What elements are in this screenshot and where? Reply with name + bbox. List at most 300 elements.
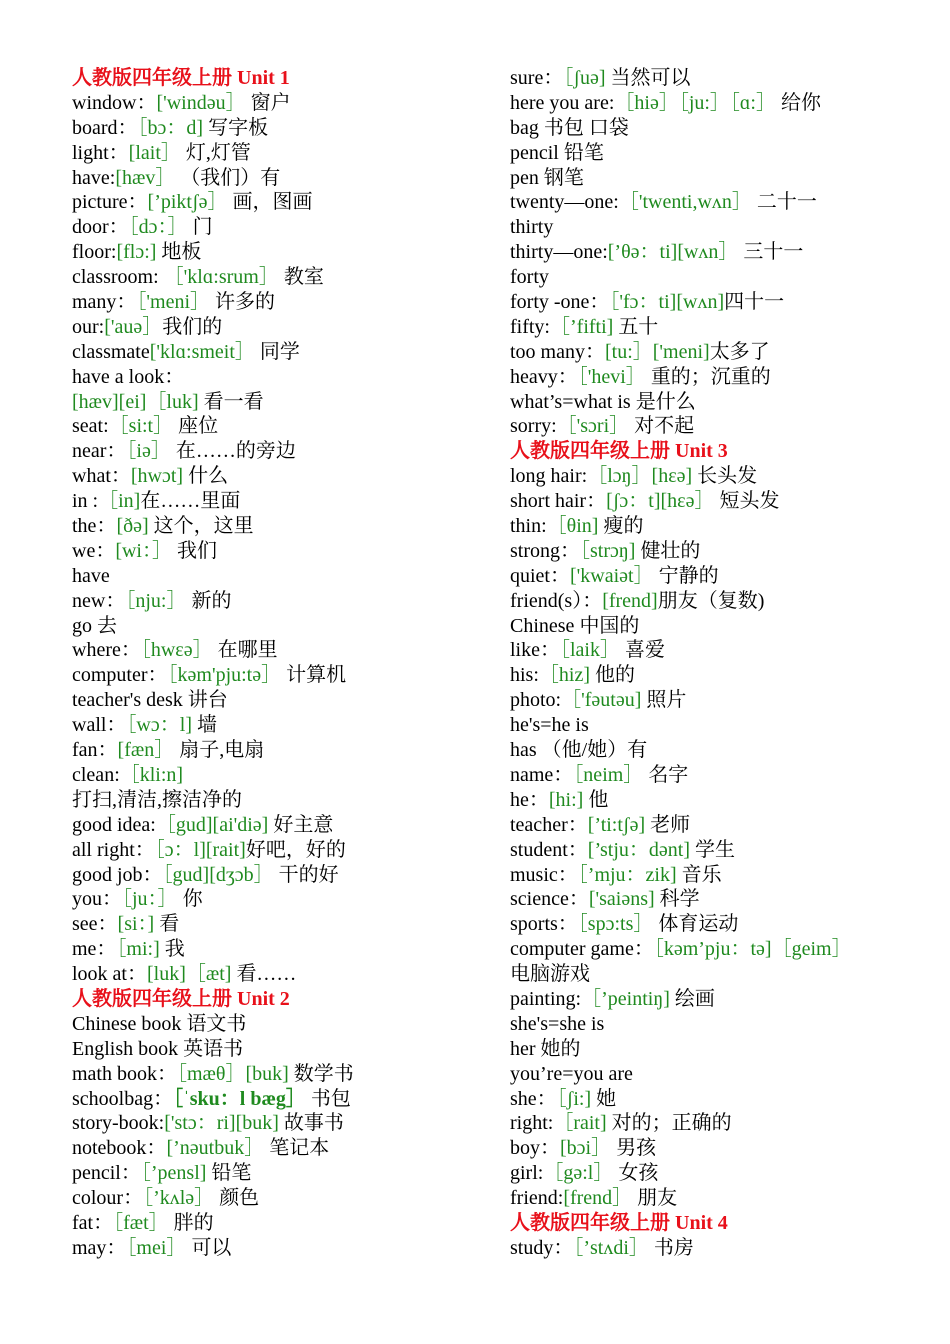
entry-meaning: 瘦的 [598, 515, 644, 538]
entry-word: you’re=you are [510, 1062, 633, 1085]
entry-phonetic: ［ʃuə] [563, 67, 606, 89]
entry-word: boy： [510, 1137, 560, 1160]
entry-word: quiet： [510, 564, 570, 587]
vocab-entry [72, 414, 492, 439]
entry-meaning: 三十一 [738, 241, 804, 264]
entry-word: board： [72, 116, 138, 139]
entry-word: window： [72, 91, 157, 114]
entry-phonetic: [’piktʃə］ [147, 191, 228, 214]
entry-phonetic: ［fæt］ [113, 1211, 169, 1234]
vocab-entry [72, 937, 492, 962]
entry-meaning: 书包 口袋 [538, 116, 629, 139]
entry-word: classmate [72, 340, 150, 363]
entry-meaning: 朋友 [632, 1187, 678, 1210]
entry-word: his: [510, 664, 539, 687]
entry-meaning: 在哪里 [212, 639, 278, 662]
vocab-entry [510, 1012, 930, 1037]
vocab-entry [72, 116, 492, 141]
entry-word: light： [72, 141, 129, 164]
vocab-entry [72, 1012, 492, 1037]
entry-word: many： [72, 291, 137, 314]
entry-phonetic: [hi:] [548, 788, 584, 811]
vocab-entry [72, 688, 492, 713]
entry-phonetic: ［hwεə］ [140, 639, 213, 662]
vocab-entry [72, 514, 492, 539]
entry-phonetic: ［’mju：zik] [577, 863, 677, 886]
entry-word: he： [510, 788, 549, 811]
entry-meaning: 灯,灯管 [180, 141, 251, 164]
entry-meaning: 太多了 [709, 340, 770, 363]
vocab-entry [72, 564, 492, 589]
vocab-entry [510, 713, 930, 738]
entry-word: colour： [72, 1187, 144, 1210]
vocab-entry [510, 589, 930, 614]
vocab-entry [510, 663, 930, 688]
entry-word: near： [72, 440, 127, 463]
entry-word: girl: [510, 1162, 544, 1185]
entry-phonetic: ['kwaiət］ [570, 564, 654, 587]
entry-meaning: 科学 [654, 888, 700, 911]
entry-word: pencil [510, 141, 559, 164]
entry-word: sure： [510, 67, 564, 89]
vocab-entry [510, 315, 930, 340]
entry-meaning: 她的 [535, 1037, 581, 1060]
vocab-entry [72, 813, 492, 838]
entry-meaning: 英语书 [178, 1037, 244, 1060]
vocab-entry [510, 141, 930, 166]
entry-meaning: 看…… [231, 963, 297, 986]
entry-word: new： [72, 589, 126, 612]
entry-meaning: 打扫,清洁,擦洁净的 [72, 788, 242, 811]
vocab-entry [72, 1087, 492, 1112]
entry-meaning: 看 [154, 913, 180, 936]
vocab-entry [510, 190, 930, 215]
entry-meaning: 胖的 [168, 1211, 214, 1234]
entry-meaning: 对不起 [629, 415, 695, 438]
entry-meaning: 在……里面 [140, 490, 241, 513]
vocab-entry [72, 1236, 492, 1261]
entry-meaning: 宁静的 [653, 564, 719, 587]
entry-meaning: 当然可以 [605, 67, 691, 89]
vocab-entry [72, 788, 492, 813]
entry-phonetic: [tu:］['meni] [605, 340, 710, 363]
entry-phonetic: [ðə] [116, 515, 149, 538]
vocab-entry [72, 838, 492, 863]
vocab-entry [510, 763, 930, 788]
entry-phonetic: ［si:t］ [108, 415, 174, 438]
vocab-entry [510, 1136, 930, 1161]
entry-word: we： [72, 539, 116, 562]
entry-word: bag [510, 116, 539, 139]
entry-word: her [510, 1037, 536, 1060]
entry-word: what： [72, 465, 131, 488]
entry-word: see： [72, 913, 118, 936]
entry-meaning: 她 [591, 1087, 617, 1110]
entry-word: computer： [72, 664, 168, 687]
entry-phonetic: [lait］ [128, 141, 181, 164]
entry-phonetic: ［iə］ [126, 440, 171, 463]
vocab-entry [510, 813, 930, 838]
entry-phonetic: [bɔi］ [560, 1137, 612, 1160]
entry-phonetic: ［kəm’pju：tə]［geim］ [653, 938, 852, 961]
entry-meaning: 他的 [590, 664, 635, 687]
entry-word: story-book: [72, 1112, 165, 1135]
entry-word: what’s=what is [510, 390, 631, 413]
entry-phonetic: ［'fəutəu] [561, 689, 642, 712]
entry-word: teacher's desk [72, 689, 183, 712]
entry-phonetic: ['auə］ [104, 315, 163, 338]
entry-word: schoolbag： [72, 1087, 174, 1110]
vocab-entry [72, 215, 492, 240]
entry-phonetic: ［’kʌlə］ [143, 1187, 215, 1210]
entry-phonetic: [’nəutbuk］ [166, 1137, 265, 1160]
entry-word: forty -one： [510, 291, 610, 314]
entry-meaning: 长头发 [692, 465, 758, 488]
vocab-entry [510, 962, 930, 987]
vocab-entry [510, 340, 930, 365]
entry-phonetic: ［kəm'pju:tə］ [167, 664, 282, 687]
entry-word: friend: [510, 1187, 564, 1210]
entry-word: where： [72, 639, 141, 662]
entry-phonetic: ［'meni］ [136, 291, 211, 314]
entry-phonetic: ［mi:] [116, 938, 160, 961]
vocab-entry [72, 638, 492, 663]
vocab-entry [72, 1211, 492, 1236]
entry-meaning: 二十一 [751, 191, 817, 214]
entry-phonetic: ［ˈsku：l bæg］ [173, 1087, 306, 1110]
entry-meaning: 新的 [186, 589, 232, 612]
entry-word: fan： [72, 739, 118, 762]
entry-meaning: 重的；沉重的 [645, 365, 771, 388]
entry-phonetic: ［'hevi］ [577, 365, 646, 388]
vocab-entry [72, 738, 492, 763]
entry-word: study： [510, 1236, 574, 1259]
entry-word: may： [72, 1236, 127, 1259]
vocab-entry [72, 489, 492, 514]
vocab-entry [510, 539, 930, 564]
entry-word: sorry: [510, 415, 557, 438]
entry-phonetic: [hæv］ [115, 166, 176, 189]
entry-phonetic: ［mæθ］[buk] [177, 1062, 289, 1085]
vocab-entry [510, 489, 930, 514]
entry-meaning: 好吧，好的 [245, 838, 346, 861]
vocab-entry [510, 1186, 930, 1211]
entry-word: twenty—one: [510, 191, 619, 214]
entry-meaning: 门 [187, 216, 213, 239]
entry-meaning: 书包 [305, 1087, 351, 1110]
vocab-entry [510, 863, 930, 888]
entry-meaning: 健壮的 [635, 539, 701, 562]
entry-phonetic: ［laik］ [560, 639, 620, 662]
entry-meaning: 我 [159, 938, 185, 961]
entry-meaning: 喜爱 [620, 639, 665, 662]
vocab-entry [510, 564, 930, 589]
entry-word: here you are: [510, 91, 615, 114]
entry-phonetic: ［ju：］ [122, 888, 178, 911]
entry-meaning: 名字 [643, 763, 689, 786]
entry-phonetic: [’ti:tʃə] [587, 813, 646, 836]
entry-meaning: 你 [177, 888, 203, 911]
vocab-entry [510, 788, 930, 813]
entry-meaning: 短头发 [714, 490, 780, 513]
entry-phonetic: ［gud][dʒɔb］ [162, 863, 274, 886]
entry-phonetic: ［’peintiŋ] [581, 987, 670, 1010]
entry-word: pencil： [72, 1162, 141, 1185]
entry-word: sports： [510, 913, 578, 936]
entry-phonetic: ［'klɑ:srum］ [163, 266, 279, 289]
entry-phonetic: [si：] [117, 913, 155, 936]
entry-word: has [510, 739, 537, 762]
vocab-entry [72, 763, 492, 788]
vocab-entry [510, 1062, 930, 1087]
vocab-entry [72, 912, 492, 937]
entry-word: floor: [72, 241, 117, 264]
vocab-entry [510, 464, 930, 489]
entry-word: science： [510, 888, 589, 911]
entry-meaning: 颜色 [214, 1187, 260, 1210]
vocab-entry [510, 66, 930, 91]
vocab-entry [510, 215, 930, 240]
entry-phonetic: ['saiəns] [588, 888, 655, 911]
entry-meaning: 去 [92, 614, 117, 637]
vocab-entry [72, 265, 492, 290]
vocab-entry [510, 1087, 930, 1112]
vocab-entry [510, 265, 930, 290]
entry-meaning: 钢笔 [538, 166, 584, 189]
entry-meaning: 是什么 [630, 390, 696, 413]
vocab-entry [510, 614, 930, 639]
vocab-entry [510, 91, 930, 116]
entry-word: too many： [510, 340, 605, 363]
entry-phonetic: ［in] [98, 490, 141, 513]
entry-phonetic: ［’pensl] [140, 1162, 207, 1185]
entry-meaning: 绘画 [669, 987, 715, 1010]
entry-word: name： [510, 763, 574, 786]
entry-word: computer game： [510, 938, 654, 961]
entry-meaning: 可以 [186, 1236, 232, 1259]
entry-word: good job： [72, 863, 163, 886]
entry-meaning: 他 [583, 788, 609, 811]
entry-word: music： [510, 863, 578, 886]
vocab-entry [72, 141, 492, 166]
entry-phonetic: ［dɔ：］ [128, 216, 188, 239]
vocab-entry [72, 713, 492, 738]
entry-meaning: 给你 [775, 91, 821, 114]
vocab-entry [510, 1161, 930, 1186]
entry-word: have [72, 564, 110, 587]
entry-phonetic: ［’stʌdi］ [573, 1236, 649, 1259]
entry-meaning: （我们）有 [175, 166, 281, 189]
vocab-entry [72, 614, 492, 639]
vocab-entry [72, 962, 492, 987]
vocab-entry [72, 91, 492, 116]
entry-meaning: 写字板 [203, 116, 269, 139]
entry-word: long hair: [510, 465, 588, 488]
entry-phonetic: ［’fifti] [550, 315, 614, 338]
entry-meaning: 地板 [156, 241, 202, 264]
entry-phonetic: ［ʃi:] [556, 1087, 592, 1110]
entry-word: photo: [510, 689, 562, 712]
entry-meaning: 这个，这里 [148, 515, 254, 538]
entry-meaning: （他/她）有 [536, 739, 648, 762]
entry-meaning: 座位 [173, 415, 219, 438]
entry-meaning: 铅笔 [206, 1162, 252, 1185]
entry-phonetic: ［rait] [553, 1112, 607, 1135]
vocab-entry [72, 464, 492, 489]
left-column [72, 66, 492, 1261]
entry-meaning: 干的好 [273, 863, 339, 886]
entry-phonetic: ［'sɔri］ [556, 415, 630, 438]
unit-heading: 人教版四年级上册 Unit 1 [72, 67, 290, 89]
entry-word: in : [72, 490, 99, 513]
vocab-entry [72, 290, 492, 315]
entry-phonetic: ［nju:］ [125, 589, 187, 612]
entry-meaning: 什么 [183, 465, 229, 488]
entry-meaning: 朋友（复数) [657, 589, 765, 612]
entry-word: friend(s）： [510, 589, 603, 612]
entry-meaning: 我们 [172, 539, 217, 562]
entry-phonetic: ［kli:n] [119, 763, 184, 786]
vocab-entry [72, 887, 492, 912]
vocab-entry [72, 1186, 492, 1211]
entry-phonetic: ['klɑ:smeit］ [149, 340, 255, 363]
vocab-entry [72, 365, 492, 390]
vocab-entry [510, 937, 930, 962]
vocab-entry [510, 365, 930, 390]
entry-meaning: 老师 [645, 813, 691, 836]
entry-meaning: 四十一 [724, 291, 785, 314]
vocab-entry [510, 290, 930, 315]
vocab-entry [72, 1136, 492, 1161]
entry-phonetic: ［strɔŋ] [580, 539, 636, 562]
entry-word: teacher： [510, 813, 588, 836]
entry-word: Chinese [510, 614, 575, 637]
entry-word: forty [510, 266, 549, 289]
entry-phonetic: ［mei］ [126, 1236, 187, 1259]
entry-phonetic: [flɔ:] [116, 241, 157, 264]
vocab-entry [510, 688, 930, 713]
entry-phonetic: ［ɔ：l][rait] [154, 838, 246, 861]
vocab-entry [72, 863, 492, 888]
entry-word: all right： [72, 838, 155, 861]
entry-phonetic: [wi：］ [115, 539, 172, 562]
entry-meaning: 看一看 [198, 390, 264, 413]
vocab-entry [72, 1037, 492, 1062]
entry-meaning: 许多的 [210, 291, 276, 314]
entry-phonetic: ［wɔ：l] [126, 714, 192, 737]
vocab-entry [510, 240, 930, 265]
entry-word: thin: [510, 515, 547, 538]
entry-phonetic: [luk]［æt] [147, 963, 232, 986]
entry-word: classroom: [72, 266, 164, 289]
entry-phonetic: ［gud][ai'diə] [155, 813, 269, 836]
entry-phonetic: ［'twenti,wʌn］ [618, 191, 752, 214]
entry-meaning: 学生 [690, 838, 735, 861]
entry-meaning: 讲台 [182, 689, 228, 712]
entry-phonetic: ['stɔ：ri][buk] [164, 1112, 279, 1135]
entry-word: pen [510, 166, 539, 189]
entry-meaning: 音乐 [676, 863, 722, 886]
entry-word: wall： [72, 714, 127, 737]
entry-meaning: 铅笔 [558, 141, 604, 164]
entry-phonetic: ［bɔ：d] [137, 116, 204, 139]
entry-meaning: 对的；正确的 [606, 1112, 732, 1135]
vocab-entry [510, 638, 930, 663]
vocab-entry [72, 663, 492, 688]
entry-word: strong： [510, 539, 580, 562]
vocab-entry [72, 439, 492, 464]
entry-word: clean: [72, 763, 120, 786]
entry-phonetic: ［lɔŋ］[hεə] [587, 465, 693, 488]
entry-meaning: 墙 [191, 714, 217, 737]
entry-word: notebook： [72, 1137, 167, 1160]
entry-word: picture： [72, 191, 148, 214]
entry-meaning: 女孩 [613, 1162, 659, 1185]
vocab-entry [510, 838, 930, 863]
entry-word: you： [72, 888, 122, 911]
entry-meaning: 照片 [641, 689, 687, 712]
vocab-entry [510, 390, 930, 415]
entry-word: short hair： [510, 490, 607, 513]
entry-word: me： [72, 938, 117, 961]
entry-word: she： [510, 1087, 557, 1110]
entry-word: right: [510, 1112, 554, 1135]
entry-phonetic: [frend］ [563, 1187, 633, 1210]
entry-phonetic: [frend] [602, 589, 658, 612]
entry-meaning: 电脑游戏 [510, 963, 590, 986]
entry-meaning: 扇子,电扇 [174, 739, 265, 762]
entry-word: have a look： [72, 365, 185, 388]
entry-phonetic: [hwɔt] [130, 465, 184, 488]
entry-word: English book [72, 1037, 179, 1060]
vocab-entry [510, 987, 930, 1012]
entry-phonetic: [’θə：ti][wʌn］ [607, 241, 739, 264]
vocab-entry [510, 1111, 930, 1136]
entry-phonetic: [hæv][ei]［luk] [72, 390, 199, 413]
entry-word: fat： [72, 1211, 114, 1234]
vocab-entry [510, 912, 930, 937]
entry-meaning: 好主意 [268, 813, 334, 836]
entry-meaning: 中国的 [574, 614, 640, 637]
entry-word: door： [72, 216, 129, 239]
entry-meaning: 语文书 [181, 1012, 247, 1035]
entry-meaning: 故事书 [278, 1112, 344, 1135]
vocab-entry [510, 166, 930, 191]
vocab-entry [72, 390, 492, 415]
entry-meaning: 男孩 [611, 1137, 657, 1160]
entry-phonetic: ［neim］ [573, 763, 644, 786]
vocab-entry [510, 116, 930, 141]
entry-word: heavy： [510, 365, 578, 388]
entry-meaning: 教室 [278, 266, 324, 289]
vocab-entry [72, 589, 492, 614]
entry-meaning: 在……的旁边 [170, 440, 296, 463]
vocab-entry [72, 539, 492, 564]
entry-phonetic: ['windəu］ [156, 91, 246, 114]
vocab-entry [72, 240, 492, 265]
unit-heading: 人教版四年级上册 Unit 2 [72, 987, 290, 1010]
entry-phonetic: ［spɔ:ts］ [577, 913, 654, 936]
vocab-entry [72, 340, 492, 365]
entry-meaning: 同学 [254, 340, 300, 363]
entry-word: painting: [510, 987, 582, 1010]
entry-meaning: 窗户 [245, 91, 291, 114]
entry-phonetic: ［θin] [546, 515, 599, 538]
entry-word: fifty: [510, 315, 550, 338]
entry-word: go [72, 614, 92, 637]
vocab-entry [510, 738, 930, 763]
entry-phonetic: ［hiz] [538, 664, 590, 687]
